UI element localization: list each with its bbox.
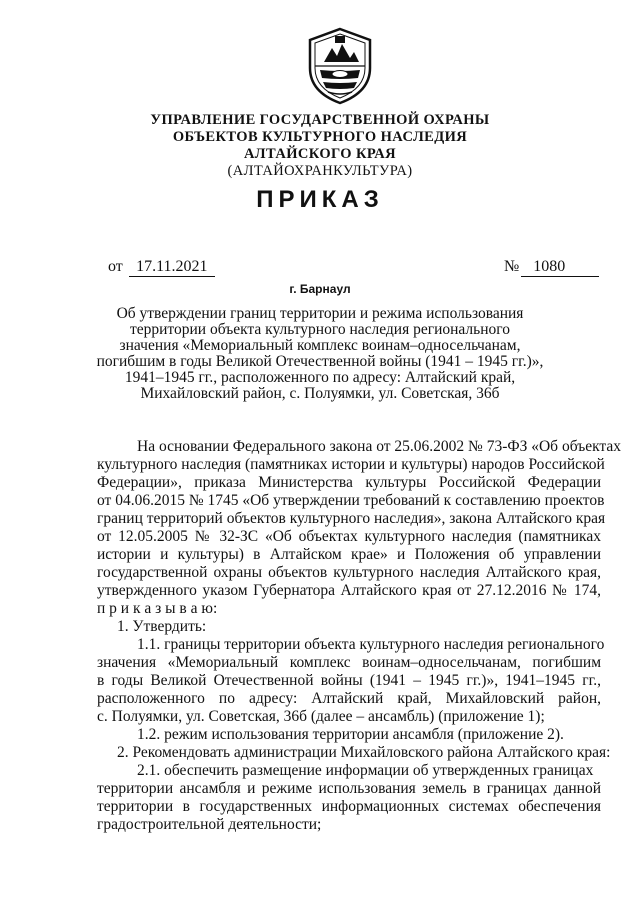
date-prefix: от <box>108 258 123 275</box>
body-line: утвержденного указом Губернатора Алтайского края от 27.12.2016 № 174, <box>97 582 601 599</box>
subject-line: территории объекта культурного наследия регионального <box>129 321 511 338</box>
subject-line: значения «Мемориальный комплекс воинам–односельчанам, <box>119 337 521 354</box>
number-row <box>504 258 599 277</box>
body-line: государственной охраны объектов культурного наследия Алтайского края, <box>97 564 601 581</box>
body-line: от 12.05.2005 № 32-ЗС «Об объектах культурного наследия (памятниках <box>97 528 601 545</box>
body-line: в годы Великой Отечественной войны (1941 – 1945 гг.)», 1941–1945 гг., <box>97 672 601 689</box>
body-line: границ территорий объектов культурного наследия», закона Алтайского края <box>97 510 606 527</box>
document-date: 17.11.2021 <box>129 258 215 277</box>
org-name-line-3: АЛТАЙСКОГО КРАЯ <box>243 146 397 162</box>
document-number: 1080 <box>521 258 599 277</box>
date-row <box>108 258 215 277</box>
body-line: культурного наследия (памятниках истории и культуры) народов Российской <box>97 456 605 473</box>
order-word: п р и к а з ы в а ю: <box>97 600 218 617</box>
body-line: истории и культуры) в Алтайском крае» и Положения об управлении <box>97 546 601 563</box>
number-prefix: № <box>504 258 520 275</box>
subject-line: Михайловский район, с. Полуямки, ул. Советская, 36б <box>140 385 500 402</box>
body-line: На основании Федерального закона от 25.06.2002 № 73-ФЗ «Об объектах <box>137 438 622 455</box>
body-line: расположенного по адресу: Алтайский край, Михайловский район, <box>97 690 601 707</box>
city-label: г. Барнаул <box>289 282 351 296</box>
body-line: с. Полуямки, ул. Советская, 36б (далее – ансамбль) (приложение 1); <box>97 708 545 725</box>
org-name-line-1: УПРАВЛЕНИЕ ГОСУДАРСТВЕННОЙ ОХРАНЫ <box>150 112 490 128</box>
item-1-2: 1.2. режим использования территории ансамбля (приложение 2). <box>137 726 564 743</box>
body-line: от 04.06.2015 № 1745 «Об утверждении требований к составлению проектов <box>97 492 605 509</box>
subject-line: Об утверждении границ территории и режима использования <box>116 305 524 322</box>
body-line: значения «Мемориальный комплекс воинам–односельчанам, погибшим <box>97 654 601 671</box>
item-2-1: 2.1. обеспечить размещение информации об утвержденных границах <box>137 762 594 779</box>
body-line: территории ансамбля и режиме использования земель в границах данной <box>97 780 601 797</box>
item-1: 1. Утвердить: <box>117 618 207 635</box>
document-title: ПРИКАЗ <box>256 186 384 213</box>
altai-coat-of-arms-emblem <box>306 26 374 106</box>
body-line: территории в государственных информационных системах обеспечения <box>97 798 601 815</box>
org-name-line-2: ОБЪЕКТОВ КУЛЬТУРНОГО НАСЛЕДИЯ <box>172 129 468 145</box>
body-line: Федерации», приказа Министерства культуры Российской Федерации <box>97 474 601 491</box>
item-2: 2. Рекомендовать администрации Михайловского района Алтайского края: <box>117 744 611 761</box>
subject-line: 1941–1945 гг., расположенного по адресу: Алтайский край, <box>124 369 516 386</box>
body-line: градостроительной деятельности; <box>97 816 322 833</box>
subject-line: погибшим в годы Великой Отечественной войны (1941 – 1945 гг.)», <box>96 353 544 370</box>
item-1-1: 1.1. границы территории объекта культурного наследия регионального <box>137 636 605 653</box>
org-name-abbreviation: (АЛТАЙОХРАНКУЛЬТУРА) <box>227 163 413 179</box>
